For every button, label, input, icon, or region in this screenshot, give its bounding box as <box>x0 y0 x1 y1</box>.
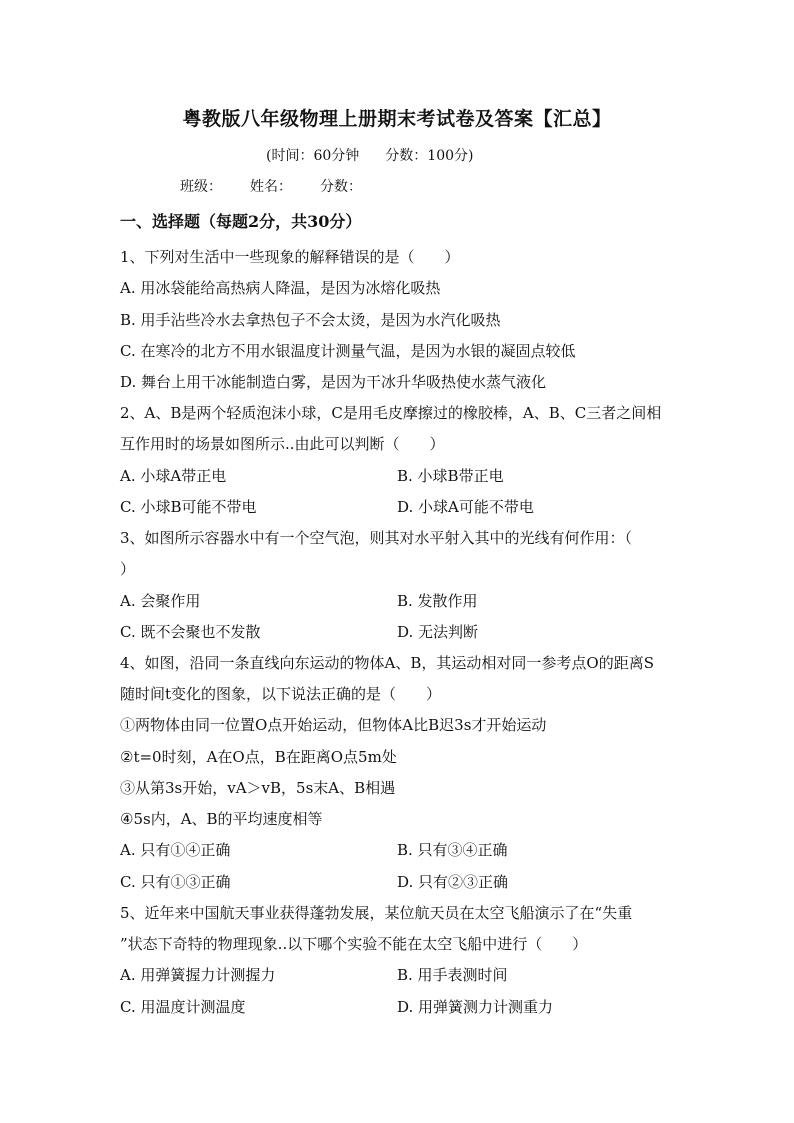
q4-statement-2: ②t=0时刻，A在O点，B在距离O点5m处 <box>120 748 397 766</box>
q2-stem-line1: 2、A、B是两个轻质泡沫小球，C是用毛皮摩擦过的橡胶棒，A、B、C三者之间相 <box>120 404 662 422</box>
q5-stem-line2: ”状态下奇特的物理现象..以下哪个实验不能在太空飞船中进行（ ） <box>120 935 588 953</box>
q3-stem-line1: 3、如图所示容器水中有一个空气泡，则其对水平射入其中的光线有何作用：（ <box>120 529 633 547</box>
q2-option-a: A. 小球A带正电 <box>120 467 227 485</box>
q3-option-b: B. 发散作用 <box>397 592 478 610</box>
class-label: 班级： <box>180 179 222 195</box>
score-info: 分数：100分) <box>385 148 474 164</box>
q3-option-a: A. 会聚作用 <box>120 592 201 610</box>
q1-option-d: D. 舞台上用干冰能制造白雾，是因为干冰升华吸热使水蒸气液化 <box>120 373 547 391</box>
q5-option-c: C. 用温度计测温度 <box>120 998 246 1016</box>
section-heading: 一、选择题（每题2分，共30分） <box>120 212 362 231</box>
q5-stem-line1: 5、近年来中国航天事业获得蓬勃发展，某位航天员在太空飞船演示了在“失重 <box>120 904 633 922</box>
student-info <box>180 176 390 196</box>
q2-option-d: D. 小球A可能不带电 <box>397 498 534 516</box>
q5-option-d: D. 用弹簧测力计测重力 <box>397 998 554 1016</box>
time-info: (时间：60分钟 <box>266 148 360 164</box>
q1-option-a: A. 用冰袋能给高热病人降温，是因为冰熔化吸热 <box>120 279 441 297</box>
q1-stem: 1、下列对生活中一些现象的解释错误的是（ ） <box>120 248 460 266</box>
q4-statement-3: ③从第3s开始，vA＞vB，5s末A、B相遇 <box>120 779 396 797</box>
exam-info <box>266 145 499 165</box>
q3-option-c: C. 既不会聚也不发散 <box>120 623 261 641</box>
q4-option-d: D. 只有②③正确 <box>397 873 509 891</box>
q1-option-b: B. 用手沾些冷水去拿热包子不会太烫，是因为水汽化吸热 <box>120 311 501 329</box>
q3-option-d: D. 无法判断 <box>397 623 479 641</box>
page-title: 粤教版八年级物理上册期末考试卷及答案【汇总】 <box>182 108 612 130</box>
q3-stem-line2: ） <box>120 560 136 578</box>
q2-stem-line2: 互作用时的场景如图所示..由此可以判断（ ） <box>120 435 445 453</box>
name-label: 姓名： <box>250 179 292 195</box>
q1-option-c: C. 在寒冷的北方不用水银温度计测量气温，是因为水银的凝固点较低 <box>120 342 576 360</box>
q4-option-c: C. 只有①③正确 <box>120 873 231 891</box>
q4-statement-4: ④5s内，A、B的平均速度相等 <box>120 810 323 828</box>
score-label: 分数： <box>320 179 362 195</box>
q4-statement-1: ①两物体由同一位置O点开始运动，但物体A比B迟3s才开始运动 <box>120 716 547 734</box>
q4-option-a: A. 只有①④正确 <box>120 841 231 859</box>
q2-option-b: B. 小球B带正电 <box>397 467 504 485</box>
q4-option-b: B. 只有③④正确 <box>397 841 508 859</box>
q2-option-c: C. 小球B可能不带电 <box>120 498 257 516</box>
q4-stem-line1: 4、如图，沿同一条直线向东运动的物体A、B，其运动相对同一参考点O的距离S <box>120 654 654 672</box>
q5-option-a: A. 用弹簧握力计测握力 <box>120 966 276 984</box>
q5-option-b: B. 用手表测时间 <box>397 966 508 984</box>
q4-stem-line2: 随时间t变化的图象，以下说法正确的是（ ） <box>120 685 442 703</box>
